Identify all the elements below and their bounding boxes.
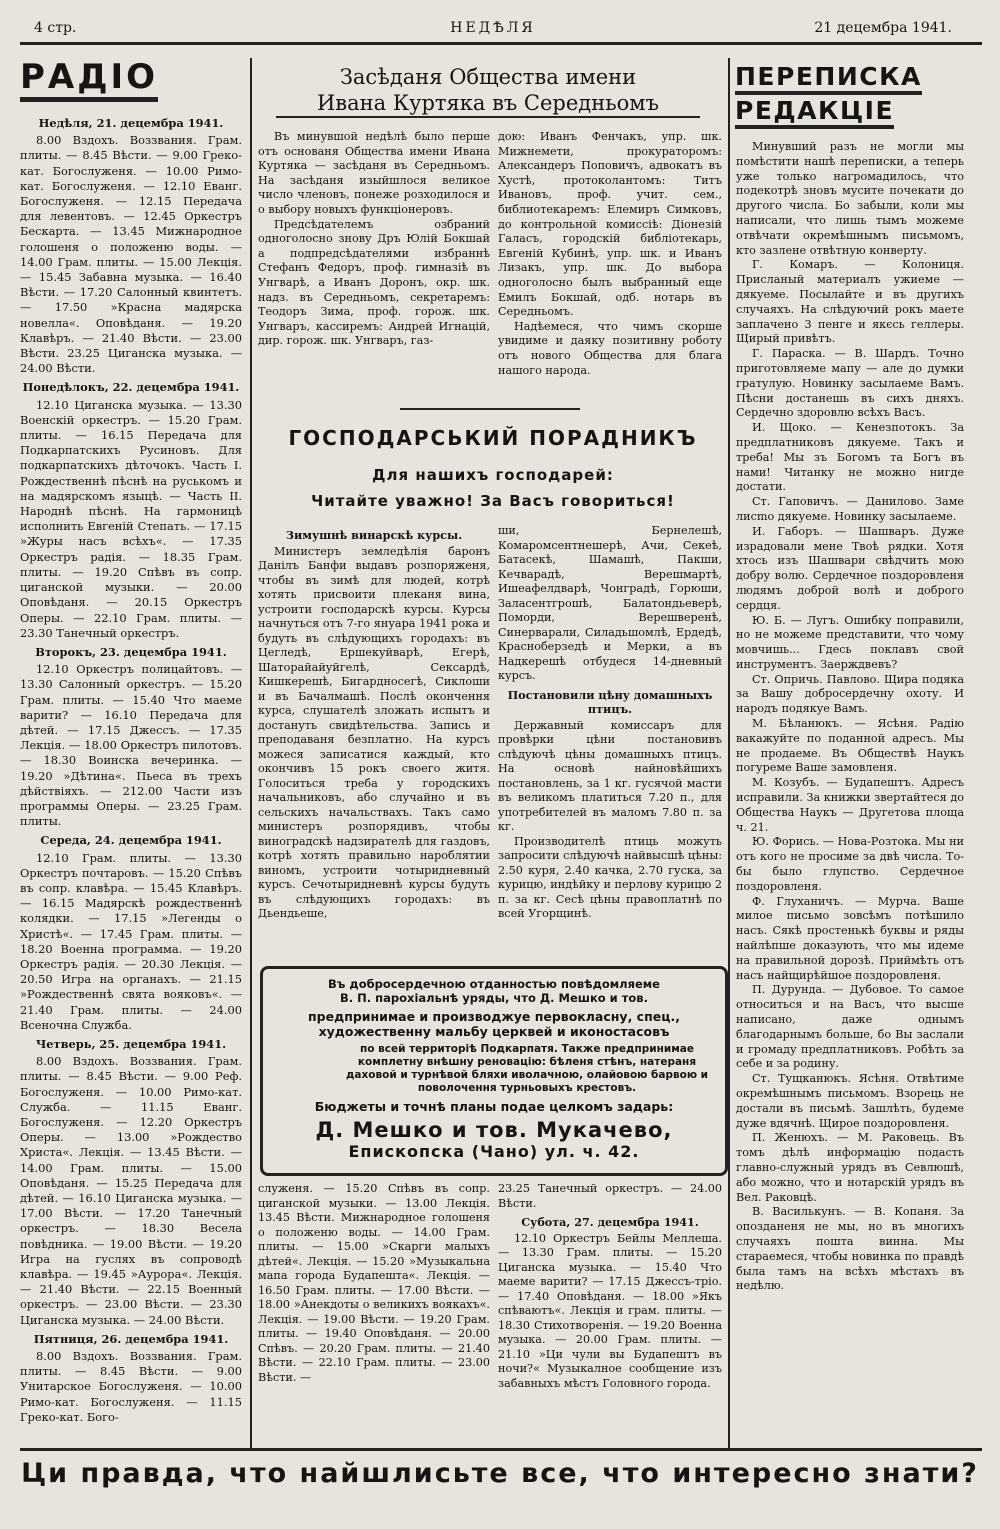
text-paragraph: Ю. Б. — Лугъ. Ошибку поправили, но не можеме представити, что чому мовчишь... Гдесь поклавъ свой инструментъ. Заерждвевъ? [736, 613, 964, 671]
radio-program-column [20, 112, 242, 1444]
text-paragraph: М. Бѣланюкъ. — Ясѣня. Радію вакажуйте по поданной адресъ. Мы не продаеме. Въ Обществѣ Наукъ погуреме Ваше замовленя. [736, 717, 964, 775]
newspaper-name: НЕДѢЛЯ [450, 20, 536, 36]
text-paragraph: И. Габоръ. — Шашваръ. Дуже израдовали мене Твоѣ рядки. Хотя хтось изъ Шашвари свѣдчить мою добру волю. Сердечное поздоровленя людямъ доброй волѣ и доброго сердця. [736, 524, 964, 612]
text-paragraph: Ст. Гаповичъ. — Данилово. Заме лиcmо дякуеме. Новинку засылаеме. [736, 495, 964, 523]
text-paragraph: Въ минувшой недѣлѣ было перше отъ основаня Общества имени Ивана Куртяка — засѣданя въ Середньомъ. На засѣданя изыйшлося великое число членовъ, понеже розходилося и о выбору новыхъ функціонеровъ. [258, 130, 490, 216]
text-paragraph: служеня. — 15.20 Спѣвъ въ сопр. циганской музыки. — 13.00 Лекція. 13.45 Вѣсти. Мижнародное голошеня о положеню воды. — 14.00 Грам. плиты. — 15.00 »Скарги малыхъ дѣтей«. Лекція. — 15.20 »Музыкальна мапа города Будапешта«. Лекція. — 16.50 Грам. плиты. — 17.00 Вѣсти. — 18.00 »Анекдоты о великихъ воякахъ«. Лекція. — 19.00 Вѣсти. — 19.20 Грам. плиты. — 19.40 Оповѣданя. — 20.00 Спѣвъ. — 20.20 Грам. плиты. — 21.40 Вѣсти. — 22.10 Грам. плиты. — 23.00 Вѣсти. — [258, 1182, 490, 1384]
text-paragraph: дою: Иванъ Фенчакъ, упр. шк. Мижнемети, прокураторомъ: Александеръ Поповичъ, адвокатъ въ Хустѣ, протоколантомъ: Титъ Ивановъ, проф. учит. сем., библиотекаремъ: Елемиръ Симковъ, до контрольной комиссіѣ: Діонезій Галасъ, городскій библіотекарь, Евгеній Кубинѣ, упр. шк. и Иванъ Лизакъ, упр. шк. До выбора одноголосно былъ выбранный еще Емилъ Бокшай, одб. нотарь въ Середньомъ. [498, 130, 722, 319]
text-paragraph: Производителѣ птиць можуть запросити слѣдуючѣ найвысшѣ цѣны: 2.50 куря, 2.40 качка, 2.70 гуска, за курицю, индѣйку и перлову курицю 2 п. за кг. Сесѣ цѣны правоплатнѣ по всей Угорщинѣ. [498, 834, 722, 920]
footer-slogan: Ци правда, что найшлисьте все, что интересно знати? [21, 1458, 979, 1489]
text-paragraph: Предсѣдателемъ озбраний одноголосно знову Дръ Юлій Бокшай а подпредсѣдателями избраннѣ Стефанъ Федоръ, проф. гимназіѣ въ Унгварѣ, а Иванъ Доронъ, окр. шк. надз. въ Середньомъ, секретаремъ: Теодоръ Зима, проф. горож. шк. Унгваръ, кассиремъ: Андрей Игнацій, дир. горож. шк. Унгваръ, газ- [258, 217, 490, 348]
advertisement-box: Въ добросердечною отданностью повѣдомляеме В. П. парохіальнѣ уряды, что Д. Мешко и тов. предпринимае и производжуе первокласну, спец., художественну мальбу церквей и иконостасовъ по всей территоріѣ Подкарпатя. Также предпринимае комплетну внѣшну реновацію: бѣленя стѣнъ, натераня даховой и турнѣвой бляхи иволачною, олайовою барвою и поволочення турньовыхъ крестовъ. Бюджеты и точнѣ планы подае целкомъ задарь: Д. Мешко и тов. Мукачево, Епископска (Чано) ул. ч. 42. [260, 966, 728, 1176]
column-rule-2 [728, 58, 730, 1448]
section-heading: Субота, 27. децембра 1941. [521, 1215, 699, 1229]
section-heading: Середа, 24. децембра 1941. [40, 833, 222, 848]
gospodar-subtitle-1: Для нашихъ господарей: [372, 466, 614, 484]
text-paragraph: Державный комиссаръ для провѣрки цѣни постановивъ слѣдуючѣ цѣны домашныхъ птицъ. На основѣ найновѣйшихъ постановлень, за 1 кг. гусячой масти въ великомъ платиться 7.20 п., для употребителей въ маломъ 7.80 п. за кг. [498, 718, 722, 833]
header-rule [20, 42, 982, 45]
text-paragraph: Г. Параска. — В. Шардъ. Точно приготовляеме мапу — але до думки гратулую. Новинку засылаеме Вамъ. Пѣсни достанешь въ сихъ дняхъ. Сердечно здоровлю всѣхъ Васъ. [736, 347, 964, 420]
text-paragraph: Минувший разъ не могли мы помѣстити нашѣ переписки, а теперь уже только нагромадилось, что подекотрѣ зновъ мусите почекати до другого числа. Бо забыли, коли мы написали, что лишь тымъ можеме отвѣчати окремѣшнымъ письмомъ, кто зазлене отвѣтную конверту. [736, 140, 964, 257]
text-paragraph: Министеръ земледѣлія баронъ Данілъ Банфи выдавъ розпоряженя, чтобы въ зимѣ для людей, котрѣ хотять присвоити плеканя вина, устроити господарскѣ курсы. Курсы начнуться отъ 7-го януара 1941 рока и будуть въ слѣдующихъ городахъ: въ Цегледѣ, Ершекуйварѣ, Егерѣ, Шаторайайуйгелѣ, Сексардѣ, Кишкерешѣ, Бигардносегѣ, Сиклоши и въ Бачалмашѣ. Послѣ окончення курса, слушателѣ зложать испытъ и достануть свидѣтельства. Запись и преподаваня безплатно. На курсъ можеся записатися каждый, кто окончивъ 15 рокъ своего житя. Голоситься треба у городскихъ начальниковъ, або случайно и въ сельскихъ начальствахъ. Такъ само министеръ розпорядивъ, чтобы виноградскѣ надзирателѣ для газдовъ, котрѣ хотять правильно нароблятии виномъ, устроити чотыридневный курсъ. Сечотыридневнѣ курсы будуть въ слѣдующихъ городахъ: въ Дьендьеше, [258, 544, 490, 920]
section-heading: Второкъ, 23. децембра 1941. [35, 644, 227, 659]
issue-date: 21 децембра 1941. [814, 20, 952, 36]
text-paragraph: Ст. Тущканюкъ. Ясѣня. Отвѣтиме окремѣшнымъ письмомъ. Взорець не достали въ письмѣ. Зашлѣть, будеме дуже вдячнѣ. Щирое поздоровленя. [736, 1072, 964, 1130]
gospodar-title: ГОСПОДАРСЬКИЙ ПОРАДНИКЪ [288, 426, 698, 450]
wine-courses-article [258, 524, 490, 956]
correspondence-title: ПЕРЕПИСКА РЕДАКЦІЕ [735, 60, 922, 128]
title-underline [276, 116, 700, 118]
text-paragraph: Надѣемеся, что чимъ скорше увидиме и даяку позитивну роботу отъ нового Общества для блага нашого народа. [498, 319, 722, 377]
text-paragraph: 8.00 Вздохъ. Воззвания. Грам. плиты. — 8.45 Вѣсти. — 9.00 Греко-кат. Богослуженя. — 10.00 Римо-кат. Богослуженя. — 12.10 Еванг. Богослуженя. — 12.15 Передача для левентовъ. — 12.45 Оркестръ Бескарта. — 13.45 Мижнародное голошеня о положеню воды. — 14.00 Грам. плиты. — 15.00 Лекція. — 15.45 Забавна музыка. — 16.40 Вѣсти. — 17.20 Салонный квинтетъ. — 17.50 »Красна мадярска новелла«. Оповѣданя. — 19.20 Клавѣръ. — 21.40 Вѣсти. — 23.00 Вѣсти. 23.25 Циганска музыка. — 24.00 Вѣсти. [20, 133, 242, 376]
gospodar-subtitle-2: Читайте уважно! За Васъ говориться! [311, 492, 675, 510]
section-heading: Постановили цѣну домашныхъ птицъ. [507, 687, 713, 716]
footer-rule [20, 1448, 982, 1451]
text-paragraph: И. Щоко. — Кенезпотокъ. За предплатниковъ дякуеме. Такъ и треба! Мы зъ Богомъ та Богъ въ нами! Читанку не можно нигде достати. [736, 421, 964, 494]
section-heading: Пятниця, 26. децембра 1941. [33, 1331, 229, 1346]
society-article-title: Засѣданя Общества имени Ивана Куртяка въ Середньомъ [316, 65, 659, 115]
society-text-right [498, 130, 722, 396]
radio-program-continued-a [258, 1182, 490, 1444]
society-text-left [258, 130, 490, 396]
text-paragraph: Ю. Форись. — Нова-Розтока. Мы ни отъ кого не просиме за двѣ числа. То-бы было глупство. Сердечное поздоровленя. [736, 835, 964, 893]
page-header [34, 20, 952, 40]
text-paragraph: ши, Бернелешѣ, Комаромсентнешерѣ, Ачи, Секеѣ, Батасекѣ, Шамашѣ, Пакши, Кечварадѣ, Верешмартѣ, Ишеафелдварѣ, Чонградѣ, Горюши, Залаcентгрошѣ, Балатондьеверѣ, Поморди, Верешверенѣ, Синерварали, Силадьшомлѣ, Ердедѣ, Красноберзедѣ и Мерки, а въ Надкерешѣ отбудеся 14-дневный курсъ. [498, 524, 722, 682]
text-paragraph: 12.10 Оркестръ полицайтовъ. — 13.30 Салонный оркестръ. — 15.20 Грам. плиты. — 15.40 Что маеме варити? — 16.10 Передача для дѣтей. — 17.15 Джессъ. — 17.35 Лекція. — 18.00 Оркестръ пилотовъ. — 18.30 Воинска вечеринка. — 19.20 »Дѣтина«. Пьеса въ трехъ дѣйствіяхъ. — 212.00 Части изъ программы Оперы. — 23.25 Грам. плиты. [20, 662, 242, 829]
text-paragraph: П. Дурунда. — Дубовое. То самое относиться и на Васъ, что высше написано, даже однымъ благодарнымъ больше, бо Вы заслали и громаду предплатниковъ. Робѣть за себе и за родину. [736, 983, 964, 1071]
text-paragraph: Ст. Опричь. Павлово. Щира подяка за Вашу добросердечну охоту. И народъ подякуе Вамъ. [736, 672, 964, 716]
text-paragraph: 12.10 Циганска музыка. — 13.30 Военскій оркестръ. — 15.20 Грам. плиты. — 16.15 Передача для Подкарпатскихъ Русиновъ. Для подкарпатскихъ дѣточокъ. Часть I. Рождественнѣ пѣснѣ на руськомъ и на мадярскомъ языцѣ. — Часть II. Народнѣ пѣснѣ. На гармоницѣ исполнить Евгеній Степать. — 17.15 »Журы насъ всѣхъ«. — 17.35 Оркестръ радія. — 18.35 Грам. плиты. — 19.20 Спѣвъ въ сопр. циганской музыки. — 20.00 Оповѣданя. — 20.15 Оркестръ Оперы. — 22.10 Грам. плиты. — 23.30 Танечный оркестръ. [20, 397, 242, 640]
section-heading: Понедѣлокъ, 22. децембра 1941. [22, 380, 240, 395]
text-paragraph: 23.25 Танечный оркестръ. — 24.00 Вѣсти. [498, 1182, 722, 1210]
section-heading: Недѣля, 21. децембра 1941. [38, 116, 224, 130]
text-paragraph: М. Козубъ. — Будапештъ. Адресъ исправили. За книжки звертайтеся до Общества Наукъ — Другетова площа ч. 21. [736, 776, 964, 834]
text-paragraph: 8.00 Вздохъ. Воззвания. Грам. плиты. — 8.45 Вѣсти. — 9.00 Унитарское Богослуженя. — 10.00 Римо-кат. Богослуженя. — 11.15 Греко-кат. Бого- [20, 1349, 242, 1424]
page-number: 4 стр. [34, 20, 77, 36]
text-paragraph: Г. Комаръ. — Колониця. Присланый материалъ ужиеме — дякуеме. Посылайте и въ другихъ случаяхъ. На слѣдуючий рокъ маете заплачено 3 пенге и якєсь геллеры. Щирый привѣтъ. [736, 258, 964, 346]
text-paragraph: П. Женюхъ. — М. Раковець. Въ томъ дѣлѣ информацію подасть главно-служный урядъ въ Севлюшѣ, або можно, что и нотарскій урядъ въ Вел. Раковцѣ. [736, 1131, 964, 1204]
text-paragraph: 12.10 Грам. плиты. — 13.30 Оркестръ почтаровъ. — 15.20 Спѣвъ въ сопр. клавѣра. — 15.45 Клавѣръ. — 16.15 Мадярскѣ рождественнѣ колядки. — 17.15 »Легенды о Христѣ«. — 17.45 Грам. плиты. — 18.20 Военна программа. — 19.20 Оркестръ радія. — 20.30 Лекція. — 20.50 Игра на органахъ. — 21.15 »Рождественнѣ свята вояковъ«. — 21.40 Грам. плиты. — 24.00 Всеночна Служба. [20, 850, 242, 1032]
radio-program-continued-b [498, 1182, 722, 1444]
text-paragraph: 12.10 Оркестръ Бейлы Меллеша. — 13.30 Грам. плиты. — 15.20 Циганска музыка. — 15.40 Что маеме варити? — 17.15 Джессъ-тріо. — 17.40 Оповѣданя. — 18.00 »Якъ спѣваютъ«. Лекція и грам. плиты. — 18.30 Стихотворенія. — 19.20 Военна музыка. — 20.00 Грам. плиты. — 21.10 »Ци чули вы Будапештъ въ ночи?« Музыкалнoе сообщение изъ забавныхъ мѣстъ Головного города. [498, 1231, 722, 1390]
section-heading: Четверь, 25. децембра 1941. [35, 1036, 227, 1051]
radio-section-title: РАДІО [20, 58, 158, 96]
text-paragraph: 8.00 Вздохъ. Воззвания. Грам. плиты. — 8.45 Вѣсти. — 9.00 Реф. Богослуженя. — 10.00 Римо-кат. Служба. — 11.15 Еванг. Богослуженя. — 12.20 Оркестръ Оперы. — 13.00 »Рождество Христа«. Лекція. — 13.45 Вѣсти. — 14.00 Грам. плиты. — 15.00 Оповѣданя. — 15.25 Передача для дѣтей. — 16.10 Циганска музыка. — 17.00 Вѣсти. — 17.20 Танечный оркестръ. — 18.30 Весела повѣдника. — 19.00 Вѣсти. — 19.20 Игра на гуслях въ сопроводѣ клавѣра. — 19.45 »Аурора«. Лекція. — 21.40 Вѣсти. — 22.15 Военный оркестръ. — 23.00 Вѣсти. — 23.30 Циганска музыка. — 24.00 Вѣсти. [20, 1054, 242, 1327]
section-heading: Зимушнѣ винарскѣ курсы. [285, 528, 463, 542]
column-rule-1 [250, 58, 252, 1448]
text-paragraph: В. Василькунъ. — В. Копаня. За опозданеня не мы, но въ многихъ случаяхъ пошта винна. Мы стараемеся, чтобы новинка по правдѣ была тамъ на всѣхъ мѣстахъ въ недѣлю. [736, 1205, 964, 1293]
poultry-prices-article [498, 524, 722, 956]
section-divider [400, 408, 580, 410]
text-paragraph: Ф. Глуханичъ. — Мурча. Ваше милое письмо зовсѣмъ потѣшило насъ. Сякѣ простенькѣ буквы и ряды найлѣпше доказують, что мы идеме на правильной дорозѣ. Приймѣть отъ насъ найщирѣйшое поздоровленя. [736, 894, 964, 982]
correspondence-column [736, 140, 964, 1444]
